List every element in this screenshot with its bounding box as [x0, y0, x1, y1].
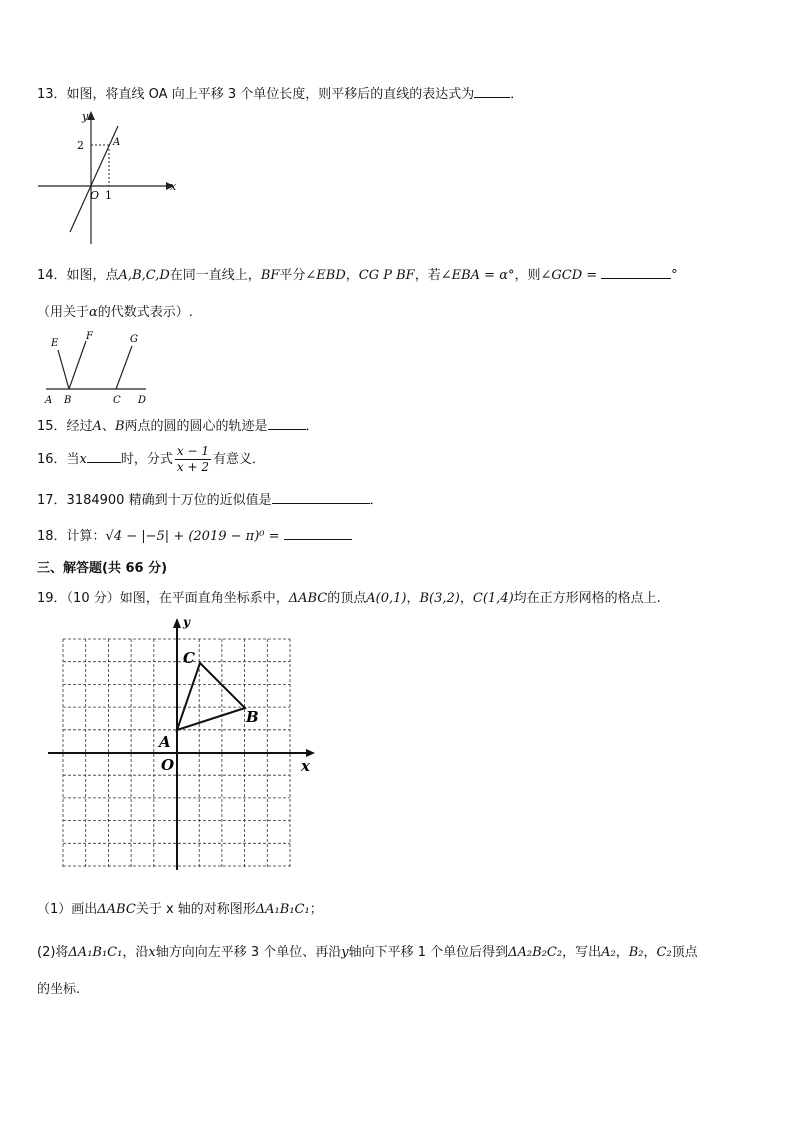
q16-denominator: x + 2 [176, 460, 209, 474]
q14-note: （用关于α的代数式表示）. [37, 305, 193, 320]
grid-origin: O [161, 756, 175, 774]
q19-sub-2: (2)将ΔA₁B₁C₁，沿x轴方向向左平移 3 个单位、再沿y轴向下平移 1 个单位后得到ΔA₂B₂C₂，写出A₂，B₂，C₂顶点 [37, 945, 698, 960]
q14-answer-blank[interactable] [601, 266, 671, 279]
q14-alpha: α [89, 305, 98, 320]
question-13 [37, 83, 523, 102]
q15-answer-blank[interactable] [268, 417, 306, 430]
q16-x: x [79, 452, 87, 467]
y-axis-arrow [173, 618, 181, 628]
q18-expression: √4 − |−5| + (2019 − π)⁰ = [105, 529, 280, 544]
q13-y-label: y [82, 110, 89, 123]
q13-answer-blank[interactable] [474, 85, 510, 98]
q13-point-a: A [113, 137, 121, 148]
q14-label-e: E [51, 338, 59, 349]
q14-label-b: B [64, 395, 72, 406]
q18-answer-blank[interactable] [284, 527, 352, 540]
grid-label-b: B [246, 708, 259, 726]
q15-point-b: B [114, 419, 125, 434]
q14-gcd: ∠GCD = [540, 268, 598, 283]
q13-figure [34, 108, 184, 248]
question-16: 16．当x 时，分式 $\frac{x - 1}{x + 2}$ 有意义． [37, 444, 266, 474]
q14-p4: ， [345, 268, 359, 283]
q14-points: A,B,C,D [118, 268, 170, 283]
q14-degree: ° [671, 268, 678, 283]
q19-coordinate-grid [44, 612, 324, 877]
question-17: 17．3184900 精确到十万位的近似值是 ． [37, 493, 383, 508]
q13-tick-1: 1 [105, 189, 112, 202]
q14-p6: ，则 [514, 268, 541, 283]
question-15: 15．经过A、B两点的圆的圆心的轨迹是 ． [37, 419, 319, 434]
question-14 [37, 264, 678, 283]
q13-tick-2: 2 [77, 139, 84, 152]
q14-p2: 在同一直线上， [169, 268, 261, 283]
q14-label-d: D [138, 395, 147, 406]
question-19: 19．（10 分）如图，在平面直角坐标系中，ΔABC的顶点A(0,1)，B(3,2)，C(1,4)均在正方形网格的格点上. [37, 591, 661, 606]
q19-triangle: ΔABC [288, 591, 328, 606]
q13-origin: O [90, 189, 100, 202]
grid-y-label: y [183, 615, 190, 629]
q14-label-c: C [113, 395, 121, 406]
grid-label-a: A [159, 733, 171, 751]
q14-label-f: F [86, 331, 93, 342]
q14-p1: 14．如图，点 [37, 268, 119, 283]
q14-label-g: G [130, 334, 138, 345]
q19-point-b: B(3,2) [419, 591, 460, 606]
triangle-abc [177, 663, 245, 730]
section-3-heading: 三、解答题(共 66 分) [37, 561, 168, 576]
q14-p3: 平分 [279, 268, 306, 283]
q13-end: ． [510, 87, 524, 102]
q14-figure [40, 328, 155, 406]
q14-cg-parallel-bf: CG P BF [358, 268, 415, 283]
q19-point-a: A(0,1) [366, 591, 407, 606]
q19-sub-1: （1）画出ΔABC关于 x 轴的对称图形ΔA₁B₁C₁； [37, 902, 323, 917]
q13-text: 13．如图，将直线 OA 向上平移 3 个单位长度，则平移后的直线的表达式为 [37, 87, 475, 102]
q14-ebd: ∠EBD [305, 268, 346, 283]
question-18: 18．计算：√4 − |−5| + (2019 − π)⁰ = [37, 525, 352, 544]
q14-p5: ，若 [414, 268, 441, 283]
q14-eba: ∠EBA = α° [440, 268, 515, 283]
q14-label-a: A [45, 395, 53, 406]
q16-answer-blank[interactable] [87, 450, 121, 463]
q15-point-a: A [92, 419, 102, 434]
grid-x-label: x [301, 757, 310, 775]
x-axis-arrow [306, 749, 315, 757]
q13-x-label: x [170, 180, 177, 193]
q16-numerator: x − 1 [176, 444, 209, 458]
grid-label-c: C [183, 649, 195, 667]
q19-sub-2-line-2: 的坐标. [37, 982, 81, 997]
q17-answer-blank[interactable] [272, 491, 370, 504]
q19-point-c: C(1,4) [472, 591, 514, 606]
q14-bf: BF [260, 268, 280, 283]
q16-fraction [175, 444, 211, 475]
